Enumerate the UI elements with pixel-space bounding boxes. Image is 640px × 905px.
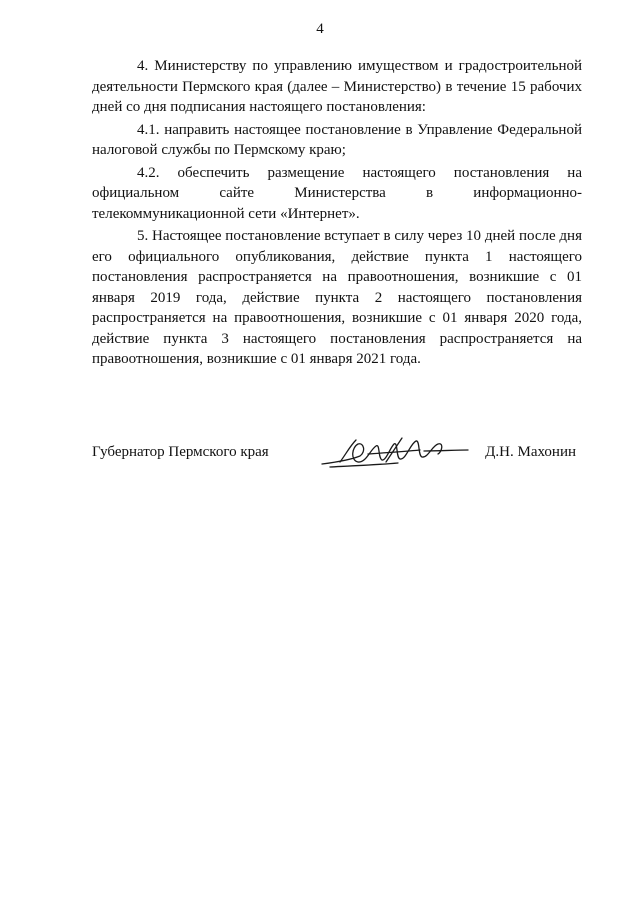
signer-name: Д.Н. Махонин [485, 444, 576, 460]
signature-block [92, 432, 584, 472]
handwritten-signature [320, 432, 470, 472]
paragraph-4-1: 4.1. направить настоящее постановление в Управление Федеральной налоговой службы по Пермскому краю; [92, 121, 582, 158]
signer-title: Губернатор Пермского края [92, 444, 269, 460]
document-body [92, 56, 582, 370]
page-number: 4 [316, 21, 324, 37]
paragraph-5: 5. Настоящее постановление вступает в силу через 10 дней после дня его официального опубликования, действие пункта 1 настоящего постановления распространяется на правоотношения, возникшие с 01 января 2019 года, действие пункта 2 настоящего постановления распространяется на правоотношения, возникшие с 01 января 2020 года, действие пункта 3 настоящего постановления распространяется на правоотношения, возникшие с 01 января 2021 года. [92, 228, 582, 367]
paragraph-4-2: 4.2. обеспечить размещение настоящего постановления на официальном сайте Министерства в информационно-телекоммуникационной сети «Интернет». [92, 164, 582, 222]
paragraph-4: 4. Министерству по управлению имуществом и градостроительной деятельности Пермского края (далее – Министерство) в течение 15 рабочих дней со дня подписания настоящего постановления: [92, 58, 582, 115]
